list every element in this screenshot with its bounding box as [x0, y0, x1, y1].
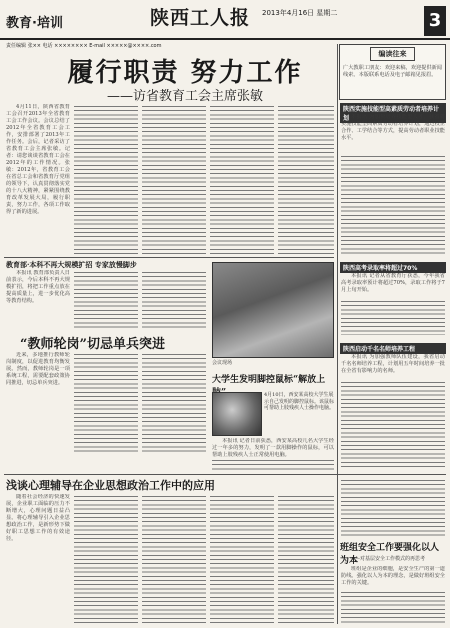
column-divider	[337, 44, 338, 624]
right-mid-title: 陕西高考录取率将超过70%	[340, 262, 446, 273]
lead-body-col-1: 4月11日，陕西省教育工会召开2013年全省教育工会工作会议。会议总结了2012年全省教育工会工作，安排部署了2013年工作任务。会后，记者采访了省教育工会主席张敏。记者：请您谈谈省教育工会在2012年的工作情况。张敏：2012年，省教育工会在省总工会和省教育厅党组的领导下，认真贯彻落实党的十八大精神，紧紧围绕教育改革发展大局，履行职责，努力工作，各项工作取得了新的进展。	[6, 104, 70, 215]
lead-subheadline: ——访省教育工会主席张敏	[106, 89, 263, 104]
right-low-lines	[341, 380, 445, 470]
story-b-lines-2	[142, 352, 206, 452]
right-low-body: 本报讯 为加强教师队伍建设，我省启动千名名师培养工程，计划用五年时间培养一批在全省有影响力的名师。	[341, 354, 445, 374]
section-title: 教育·培训	[6, 16, 63, 31]
story-d-lines-4	[278, 494, 334, 624]
story-c-title: 大学生发明脚控鼠标“解放上	[212, 375, 326, 385]
lead-body-col-4	[210, 104, 274, 254]
lead-body-col-5	[278, 104, 334, 254]
right-mid-lines	[341, 299, 445, 335]
right-top-body: 本报讯 为加快培养技能型人才，我省将实施技能型高素质劳动者培养计划，通过校企合作、工学结合等方式，提高劳动者职业技能水平。	[341, 114, 445, 141]
column-box	[339, 44, 446, 100]
story-c-caption: 4月10日，西安某高校大学生展示自己发明的脚控鼠标。该鼠标可帮助上肢残疾人士操作电脑。	[264, 392, 335, 411]
meeting-photo-caption: 会议现场	[212, 360, 233, 366]
story-d-title: 浅谈心理辅导在企业思想政治工作中的应用	[6, 479, 215, 492]
date-info: 2013年4月16日 星期二	[262, 9, 338, 17]
story-d-lines-2	[142, 494, 206, 624]
right-top-title: 陕西实施技能型高素质劳动者培养计划	[340, 103, 446, 123]
right-top-lines	[341, 154, 445, 254]
meeting-photo	[212, 262, 334, 358]
story-d-lines-3	[210, 494, 274, 624]
story-b-lines-1	[74, 352, 138, 452]
divider-d	[4, 474, 446, 475]
story-e-subtitle: ——对基层安全工作模式的再思考	[350, 556, 426, 562]
story-a-lines-2	[142, 270, 206, 330]
story-a-body: 本报讯 教育部负责人日前表示，今后本科不再大规模扩招，将把工作重点放在提高质量上，进一步优化高等教育结构。	[6, 270, 70, 304]
column-box-body: 广大教职工朋友：欢迎来稿，欢迎提供新闻线索。本版联系电话及电子邮箱见报眉。	[343, 65, 442, 78]
lead-body-col-2	[74, 104, 138, 254]
editor-line: 责任编辑 张×× 电话 ×××××××× E-mail ×××××@××××.com	[6, 43, 162, 49]
lead-body-col-3	[142, 104, 206, 254]
story-b-title: “教师轮岗”切忌单兵突进	[20, 337, 165, 352]
story-e-body: 班组是企业的细胞，是安全生产的第一道防线。强化以人为本的理念，是做好班组安全工作的关键。	[341, 566, 445, 586]
story-b-body: 近来，多地推行教师轮岗制度，以促进教育均衡发展。然而，教师轮岗是一项系统工程，需要配套政策协同推进，切忌单兵突进。	[6, 352, 70, 386]
story-a-lines-1	[74, 270, 138, 330]
page-number: 3	[424, 6, 446, 36]
story-c-lines	[212, 458, 334, 470]
story-d-lines-1	[74, 494, 138, 624]
lead-headline: 履行职责 努力工作	[67, 58, 303, 88]
story-a-title: 教育部·本科不再大规模扩招 专家放慢脚步	[6, 260, 137, 269]
mouse-photo	[212, 392, 262, 436]
column-box-title: 编读往来	[370, 47, 415, 61]
right-mid-body: 本报讯 记者从省教育厅获悉，今年我省高考录取率预计将超过70%，录取工作将于7月上旬开始。	[341, 273, 445, 293]
right-low-title: 陕西启动千名名师培养工程	[340, 343, 446, 354]
newspaper-masthead: 陕西工人报	[150, 7, 251, 29]
story-c-body: 本报讯 记者日前获悉，西安某高校几名大学生经过一年多的努力，发明了一款用脚操作的鼠标，可以帮助上肢残疾人士正常使用电脑。	[212, 438, 334, 458]
story-d-body: 随着社会经济的快速发展，企业职工面临的压力不断增大，心理问题日益凸显。将心理辅导引入企业思想政治工作，是新形势下做好职工思想工作的有效途径。	[6, 494, 70, 542]
story-e-lines	[341, 590, 445, 624]
divider-a	[4, 257, 334, 258]
story-e-title: 班组安全工作要强化以人为本	[340, 543, 440, 566]
right-bottom-lines	[341, 478, 445, 536]
